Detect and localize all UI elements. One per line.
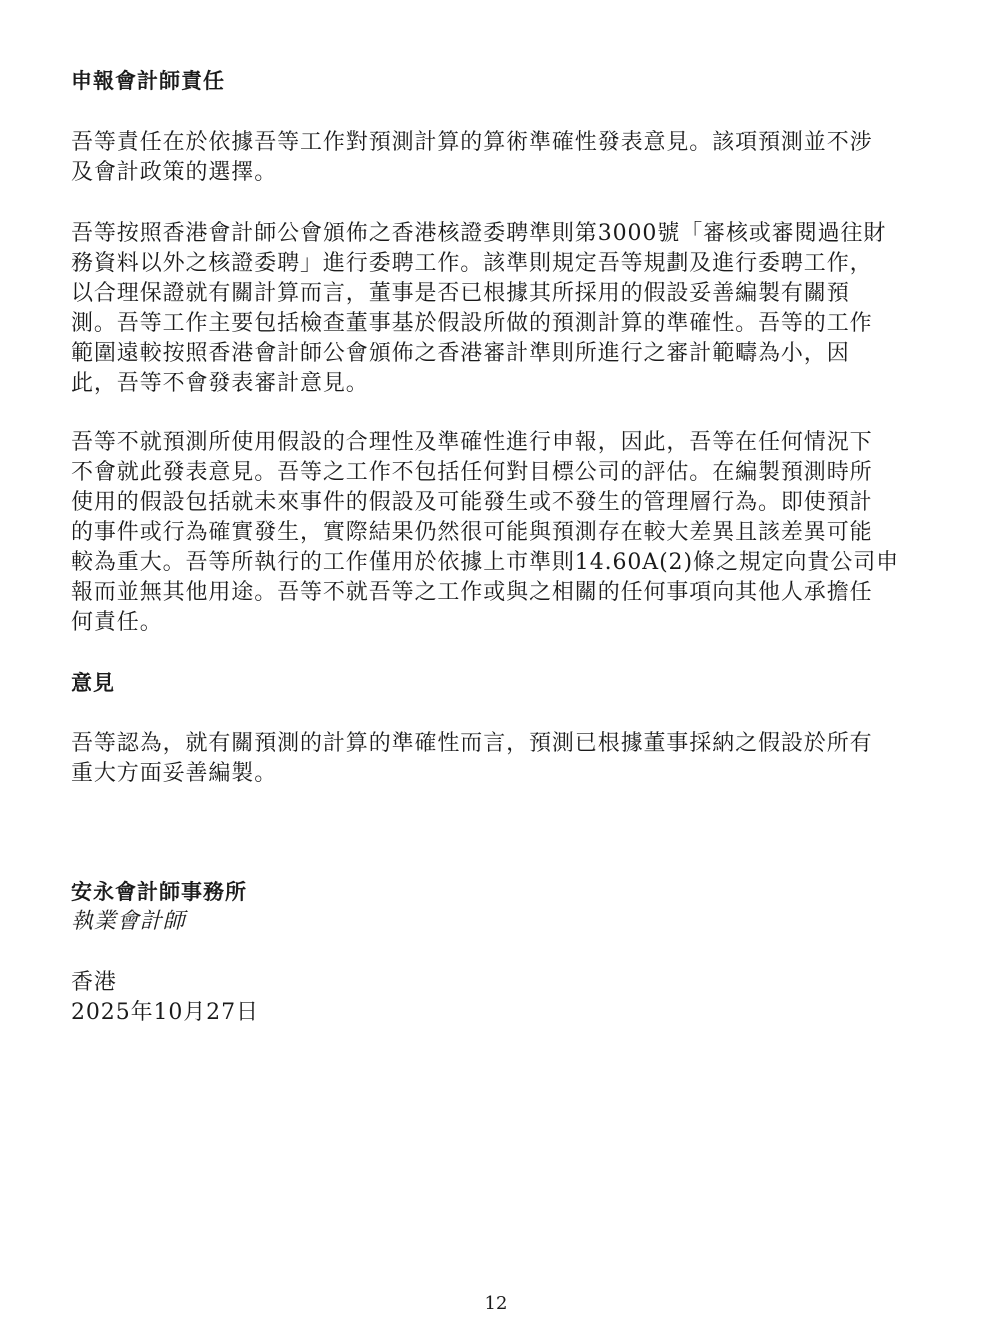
paragraph-line: 測。吾等工作主要包括檢查董事基於假設所做的預測計算的準確性。吾等的工作 — [71, 311, 873, 336]
signature-title: 執業會計師 — [71, 909, 186, 934]
signature-date: 2025年10月27日 — [71, 1000, 259, 1025]
signature-firm-name: 安永會計師事務所 — [71, 880, 247, 904]
paragraph-line: 及會計政策的選擇。 — [71, 160, 278, 185]
paragraph-line: 此，吾等不會發表審計意見。 — [71, 371, 369, 396]
paragraph-line: 吾等責任在於依據吾等工作對預測計算的算術準確性發表意見。該項預測並不涉 — [71, 130, 873, 155]
paragraph-line: 何責任。 — [71, 610, 163, 635]
paragraph-line: 使用的假設包括就未來事件的假設及可能發生或不發生的管理層行為。即使預計 — [71, 490, 873, 515]
section-heading-opinion: 意見 — [71, 671, 115, 695]
paragraph-line: 範圍遠較按照香港會計師公會頒佈之香港審計準則所進行之審計範疇為小，因 — [71, 341, 850, 366]
signature-place: 香港 — [71, 970, 117, 995]
page-number: 12 — [484, 1293, 508, 1314]
paragraph-line: 的事件或行為確實發生，實際結果仍然很可能與預測存在較大差異且該差異可能 — [71, 520, 873, 545]
paragraph-line: 重大方面妥善編製。 — [71, 761, 278, 786]
section-heading-reporting-accountants: 申報會計師責任 — [71, 69, 225, 93]
paragraph-line: 吾等認為，就有關預測的計算的準確性而言，預測已根據董事採納之假設於所有 — [71, 731, 873, 756]
paragraph-line: 吾等不就預測所使用假設的合理性及準確性進行申報，因此，吾等在任何情況下 — [71, 430, 873, 455]
paragraph-line: 不會就此發表意見。吾等之工作不包括任何對目標公司的評估。在編製預測時所 — [71, 460, 873, 485]
paragraph-line: 務資料以外之核證委聘」進行委聘工作。該準則規定吾等規劃及進行委聘工作， — [71, 251, 873, 276]
paragraph-line: 以合理保證就有關計算而言，董事是否已根據其所採用的假設妥善編製有關預 — [71, 281, 850, 306]
paragraph-line: 較為重大。吾等所執行的工作僅用於依據上市準則14.60A(2)條之規定向貴公司申 — [71, 550, 900, 575]
paragraph-line: 吾等按照香港會計師公會頒佈之香港核證委聘準則第3000號「審核或審閱過往財 — [71, 221, 887, 246]
paragraph-line: 報而並無其他用途。吾等不就吾等之工作或與之相關的任何事項向其他人承擔任 — [71, 580, 873, 605]
